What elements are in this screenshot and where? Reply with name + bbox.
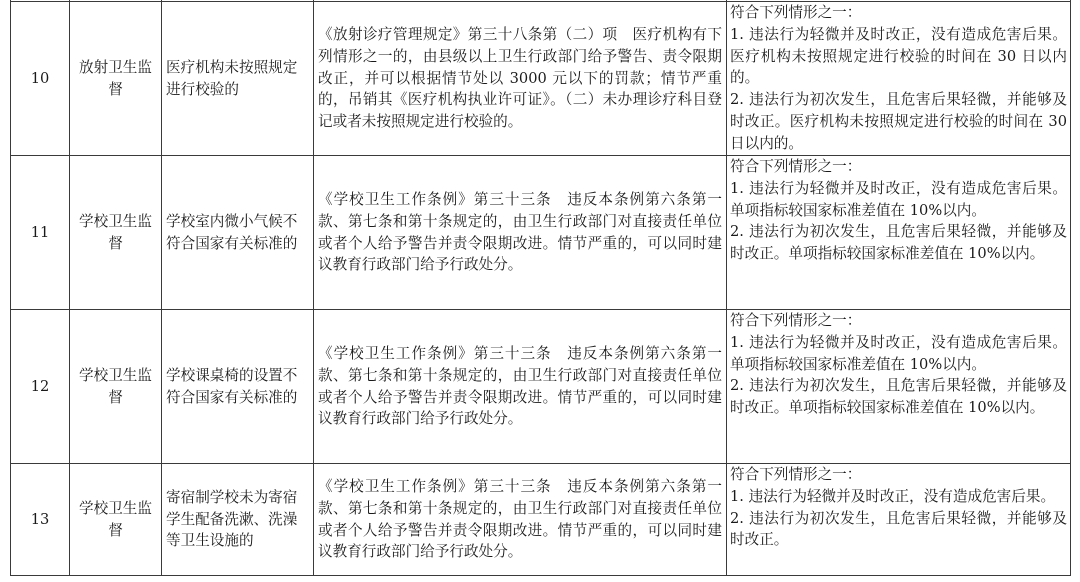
- conditions-heading: 符合下列情形之一：: [730, 466, 862, 483]
- conditions-cell: [727, 464, 1071, 576]
- row-number: 12: [11, 310, 70, 464]
- conditions-heading: 符合下列情形之一：: [730, 4, 862, 21]
- conditions-cell: [727, 156, 1071, 310]
- table-row: [11, 156, 1071, 310]
- table-row: [11, 310, 1071, 464]
- condition-item: 2. 违法行为初次发生，且危害后果轻微，并能够及时改正。单项指标较国家标准差值在 10%以内。: [730, 377, 1067, 417]
- row-number: 11: [11, 156, 70, 310]
- row-number: 13: [11, 464, 70, 576]
- conditions-heading: 符合下列情形之一：: [730, 158, 862, 175]
- legal-basis-cell: 《学校卫生工作条例》第三十三条 违反本条例第六条第一款、第七条和第十条规定的，由卫生行政部门对直接责任单位或者个人给予警告并责令限期改进。情节严重的，可以同时建议教育行政部门给予行政处分。: [314, 156, 727, 310]
- conditions-cell: [727, 2, 1071, 156]
- category-cell: 放射卫生监督: [70, 2, 162, 156]
- legal-basis-cell: 《放射诊疗管理规定》第三十八条第（二）项 医疗机构有下列情形之一的，由县级以上卫生行政部门给予警告、责令限期改正，并可以根据情节处以 3000 元以下的罚款；情节严重的，吊销其《医疗机构执业许可证》。（二）未办理诊疗科目登记或者未按照规定进行校验的。: [314, 2, 727, 156]
- condition-item: 1. 违法行为轻微并及时改正，没有造成危害后果。医疗机构未按照规定进行校验的时间在 30 日以内的。: [730, 25, 1067, 87]
- legal-basis-cell: 《学校卫生工作条例》第三十三条 违反本条例第六条第一款、第七条和第十条规定的，由卫生行政部门对直接责任单位或者个人给予警告并责令限期改进。情节严重的，可以同时建议教育行政部门给予行政处分。: [314, 464, 727, 576]
- table-row: [11, 464, 1071, 576]
- condition-item: 1. 违法行为轻微并及时改正，没有造成危害后果。: [730, 487, 1056, 505]
- row-number: 10: [11, 2, 70, 156]
- condition-item: 2. 违法行为初次发生，且危害后果轻微，并能够及时改正。单项指标较国家标准差值在 10%以内。: [730, 223, 1067, 263]
- category-cell: 学校卫生监督: [70, 464, 162, 576]
- issue-cell: 医疗机构未按照规定进行校验的: [162, 2, 314, 156]
- condition-item: 2. 违法行为初次发生，且危害后果轻微，并能够及时改正。: [730, 509, 1067, 549]
- conditions-heading: 符合下列情形之一：: [730, 312, 862, 329]
- category-cell: 学校卫生监督: [70, 310, 162, 464]
- conditions-cell: [727, 310, 1071, 464]
- issue-cell: 寄宿制学校未为寄宿学生配备洗漱、洗澡等卫生设施的: [162, 464, 314, 576]
- category-cell: 学校卫生监督: [70, 156, 162, 310]
- condition-item: 1. 违法行为轻微并及时改正，没有造成危害后果。单项指标较国家标准差值在 10%以内。: [730, 333, 1067, 373]
- issue-cell: 学校室内微小气候不符合国家有关标准的: [162, 156, 314, 310]
- table-row: [11, 2, 1071, 156]
- regulation-table: [10, 0, 1071, 576]
- legal-basis-cell: 《学校卫生工作条例》第三十三条 违反本条例第六条第一款、第七条和第十条规定的，由卫生行政部门对直接责任单位或者个人给予警告并责令限期改进。情节严重的，可以同时建议教育行政部门给予行政处分。: [314, 310, 727, 464]
- condition-item: 1. 违法行为轻微并及时改正，没有造成危害后果。单项指标较国家标准差值在 10%以内。: [730, 179, 1067, 219]
- issue-cell: 学校课桌椅的设置不符合国家有关标准的: [162, 310, 314, 464]
- condition-item: 2. 违法行为初次发生，且危害后果轻微，并能够及时改正。医疗机构未按照规定进行校验的时间在 30 日以内的。: [730, 91, 1067, 152]
